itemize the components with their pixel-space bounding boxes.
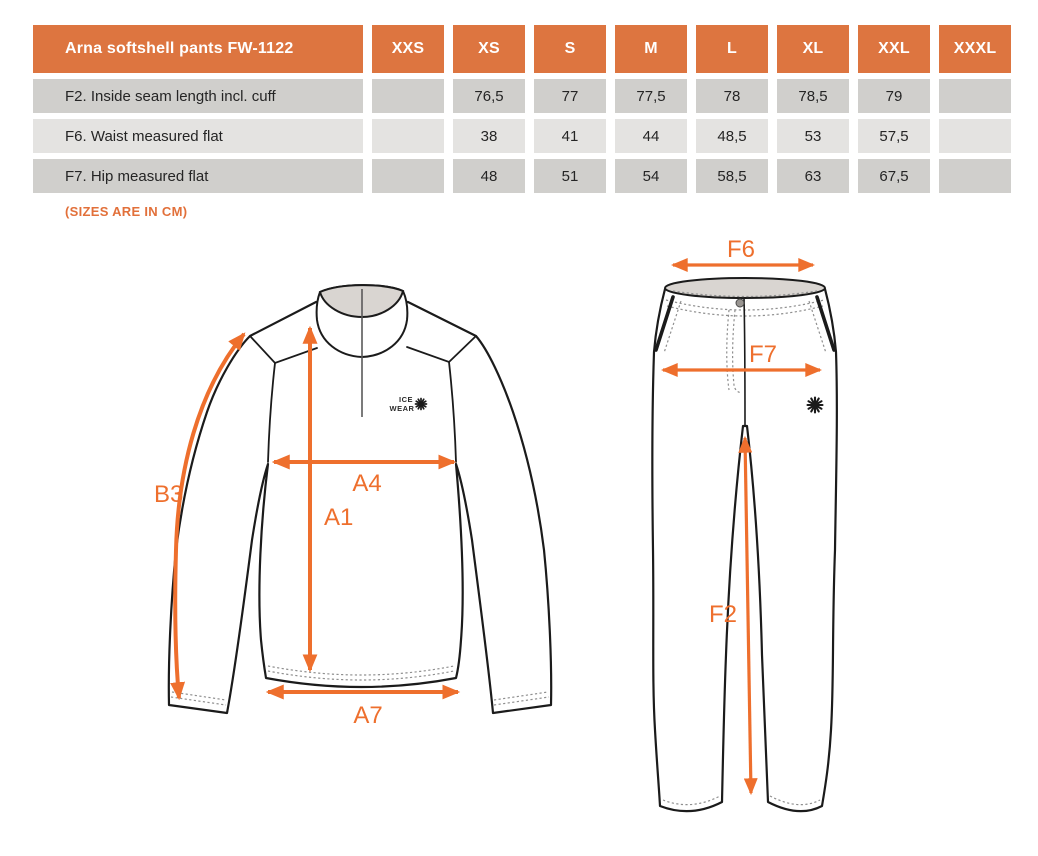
size-value-cell: 77 — [534, 79, 606, 113]
product-title-cell: Arna softshell pants FW-1122 — [33, 25, 363, 73]
measurement-label: F7. Hip measured flat — [33, 159, 363, 193]
size-value-cell: 76,5 — [453, 79, 525, 113]
sweater-outline — [169, 302, 551, 713]
svg-text:WEAR: WEAR — [389, 404, 415, 413]
size-header-xxxl: XXXL — [939, 25, 1011, 73]
size-header-xs: XS — [453, 25, 525, 73]
measurement-row-f2 — [33, 79, 1011, 113]
size-value-cell: 51 — [534, 159, 606, 193]
waist-button — [736, 299, 744, 307]
size-value-cell — [939, 79, 1011, 113]
measurement-label: F2. Inside seam length incl. cuff — [33, 79, 363, 113]
a4-label: A4 — [352, 470, 382, 497]
f2-label: F2 — [708, 601, 737, 628]
size-value-cell — [372, 119, 444, 153]
size-value-cell: 44 — [615, 119, 687, 153]
size-value-cell: 78,5 — [777, 79, 849, 113]
size-header-l: L — [696, 25, 768, 73]
a1-label: A1 — [324, 504, 354, 531]
size-value-cell: 54 — [615, 159, 687, 193]
size-header-s: S — [534, 25, 606, 73]
f2-inseam-arrow — [745, 438, 751, 793]
measurement-row-f6 — [33, 119, 1011, 153]
sizes-unit-note: (SIZES ARE IN CM) — [65, 204, 188, 219]
sweater-diagram — [140, 240, 580, 760]
size-value-cell: 77,5 — [615, 79, 687, 113]
size-value-cell: 53 — [777, 119, 849, 153]
table-header-row — [33, 25, 1011, 73]
waist-opening — [665, 278, 825, 298]
size-header-xxs: XXS — [372, 25, 444, 73]
b3-label: B3 — [154, 481, 184, 508]
pants-diagram — [635, 240, 855, 830]
size-value-cell: 48 — [453, 159, 525, 193]
size-value-cell — [372, 159, 444, 193]
size-value-cell: 38 — [453, 119, 525, 153]
size-value-cell — [939, 159, 1011, 193]
size-value-cell: 67,5 — [858, 159, 930, 193]
size-value-cell: 78 — [696, 79, 768, 113]
size-value-cell: 63 — [777, 159, 849, 193]
a7-label: A7 — [353, 702, 383, 729]
size-value-cell: 57,5 — [858, 119, 930, 153]
measurement-row-f7 — [33, 159, 1011, 193]
size-header-xxl: XXL — [858, 25, 930, 73]
size-header-m: M — [615, 25, 687, 73]
f7-label: F7 — [748, 341, 778, 368]
size-table — [24, 19, 1020, 199]
size-value-cell: 58,5 — [696, 159, 768, 193]
size-value-cell: 79 — [858, 79, 930, 113]
f6-label: F6 — [726, 240, 756, 263]
size-header-xl: XL — [777, 25, 849, 73]
measurement-label: F6. Waist measured flat — [33, 119, 363, 153]
size-value-cell — [939, 119, 1011, 153]
size-value-cell: 48,5 — [696, 119, 768, 153]
size-value-cell: 41 — [534, 119, 606, 153]
svg-text:ICE: ICE — [398, 395, 414, 404]
size-value-cell — [372, 79, 444, 113]
